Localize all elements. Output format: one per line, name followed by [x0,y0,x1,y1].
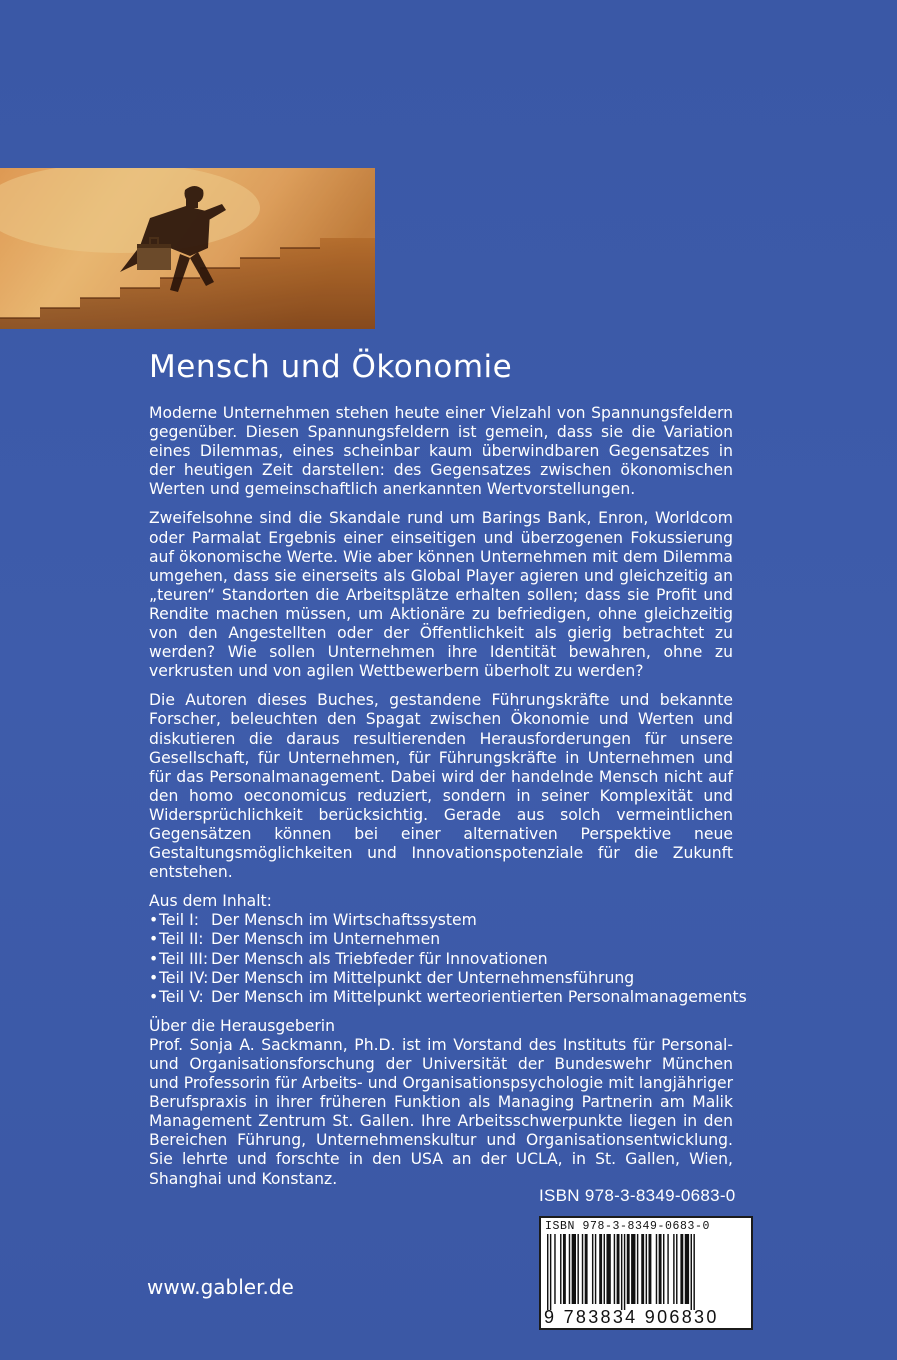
bullet: • [149,949,159,968]
barcode-bar [663,1234,664,1304]
barcode-bar [685,1234,689,1304]
contents-item [149,950,733,969]
bullet: • [149,911,159,930]
barcode-bar [641,1234,644,1304]
bullet: • [149,987,159,1006]
barcode-bar [582,1234,583,1304]
barcode-bar [627,1234,630,1304]
barcode-bar [693,1234,694,1310]
contents-list [149,911,747,1006]
contents-part-label: Teil II: [159,930,204,949]
contents-part-title: Der Mensch im Mittelpunkt der Unternehmensführung [211,968,635,987]
cover-photo-businessman-on-stairs [0,168,375,329]
contents-part-title: Der Mensch im Unternehmen [211,930,441,949]
barcode-bar [667,1234,668,1304]
barcode-bar [621,1234,622,1310]
contents-part-label: Teil IV: [159,968,209,987]
bullet: • [149,968,159,987]
barcode-bar [599,1234,602,1304]
barcode-bar [569,1234,570,1304]
contents-part-label: Teil III: [159,949,209,968]
contents-item [149,930,733,949]
contents-heading: Aus dem Inhalt: [149,892,272,911]
contents-part-title: Der Mensch als Triebfeder für Innovationen [211,949,548,968]
blurb-paragraph-1: Moderne Unternehmen stehen heute einer Vielzahl von Spannungsfeldern gegenüber. Diesen Spannungsfeldern ist gemein, dass sie die Variation eines Dilemmas, eines scheinbar kaum überwindbaren Gegensatzes in der heutigen Zeit darstellen: des Gegensatzes zwischen ökonomischen Werten und gemeinschaftlich anerkannten Wertvorstellungen. [149,404,733,499]
barcode-bar [560,1234,561,1304]
blurb [149,404,747,1189]
barcode-number: 9 783834 906830 [544,1307,719,1327]
barcode-bar [595,1234,596,1304]
publisher-website: www.gabler.de [147,1275,294,1299]
contents-item [149,969,733,988]
table-of-contents [149,892,747,1007]
barcode-bar [646,1234,647,1304]
contents-part-title: Der Mensch im Wirtschaftssystem [211,911,477,930]
barcode-bar [572,1234,576,1304]
editor-bio: Prof. Sonja A. Sackmann, Ph.D. ist im Vorstand des Instituts für Personal- und Organisationsforschung der Universität der Bundeswehr München und Professorin für Arbeits- und Organisationspsychologie mit langjähriger Berufspraxis in ihrer früheren Funktion als Managing Partnerin am Malik Management Zentrum St. Gallen. Ihre Arbeitsschwerpunkte liegen in den Bereichen Führung, Unternehmenskultur und Organisationsentwicklung. Sie lehrte und forschte in den USA an der UCLA, in St. Gallen, Wien, Shanghai und Konstanz. [149,1035,733,1188]
isbn-barcode [539,1216,753,1330]
barcode-bar [680,1234,683,1304]
blurb-paragraph-2: Zweifelsohne sind die Skandale rund um Barings Bank, Enron, Worldcom oder Parmalat Ergebnis einer einseitigen und überzogenen Fokussierung auf ökonomische Werte. Wie aber können Unternehmen mit dem Dilemma umgehen, dass sie einerseits als Global Player agieren und gleichzeitig an „teuren“ Standorten die Arbeitsplätze erhalten sollen; dass sie Profit und Rendite machen müssen, um Aktionäre zu befriedigen, ohne gleichzeitig von den Angestellten oder der Öffentlichkeit als gierig betrachtet zu werden? Wie sollen Unternehmen ihre Identität bewahren, ohne zu verkrusten und von agilen Wettbewerbern überholt zu werden? [149,509,733,681]
barcode-bar [550,1234,551,1310]
contents-item [149,911,733,930]
barcode-bar [604,1234,605,1304]
barcode-bar [617,1234,620,1304]
barcode-bar [547,1234,548,1310]
barcode-bar [563,1234,566,1304]
barcode-bar [614,1234,615,1304]
barcode-bar [649,1234,652,1304]
contents-item [149,987,747,1007]
barcode-bar [637,1234,638,1304]
barcode-bar [691,1234,692,1310]
contents-part-title: Der Mensch im Mittelpunkt werteorientierten Personalmanagements [211,987,747,1006]
barcode-bar [606,1234,610,1304]
barcode-bar [585,1234,588,1304]
barcode-bar [631,1234,635,1304]
bullet: • [149,930,159,949]
book-title: Mensch und Ökonomie [149,349,513,385]
barcode-bar [624,1234,625,1310]
contents-part-label: Teil V: [159,987,204,1006]
editor-heading: Über die Herausgeberin [149,1016,335,1035]
isbn-label: ISBN 978-3-8349-0683-0 [539,1186,736,1205]
barcode-isbn-text: ISBN 978-3-8349-0683-0 [545,1220,711,1233]
contents-part-label: Teil I: [159,911,199,930]
barcode-bar [554,1234,555,1304]
barcode-bar [656,1234,657,1304]
barcode-bar [659,1234,662,1304]
barcode-bars [547,1234,745,1310]
barcode-bar [673,1234,674,1304]
barcode-bar [592,1234,593,1304]
barcode-bar [577,1234,578,1304]
barcode-bar [676,1234,677,1304]
blurb-paragraph-3: Die Autoren dieses Buches, gestandene Führungskräfte und bekannte Forscher, beleuchten den Spagat zwischen Ökonomie und Werten und diskutieren die daraus resultierenden Herausforderungen für unsere Gesellschaft, für Unternehmen, für Führungskräfte in Unternehmen und für das Personalmanagement. Dabei wird der handelnde Mensch nicht auf den homo oeconomicus reduziert, sondern in seiner Komplexität und Widersprüchlichkeit berücksichtig. Gerade aus solch vermeintlichen Gegensätzen können bei einer alternativen Perspektive neue Gestaltungsmöglichkeiten und Innovationspotenziale für die Zukunft entstehen. [149,691,733,882]
